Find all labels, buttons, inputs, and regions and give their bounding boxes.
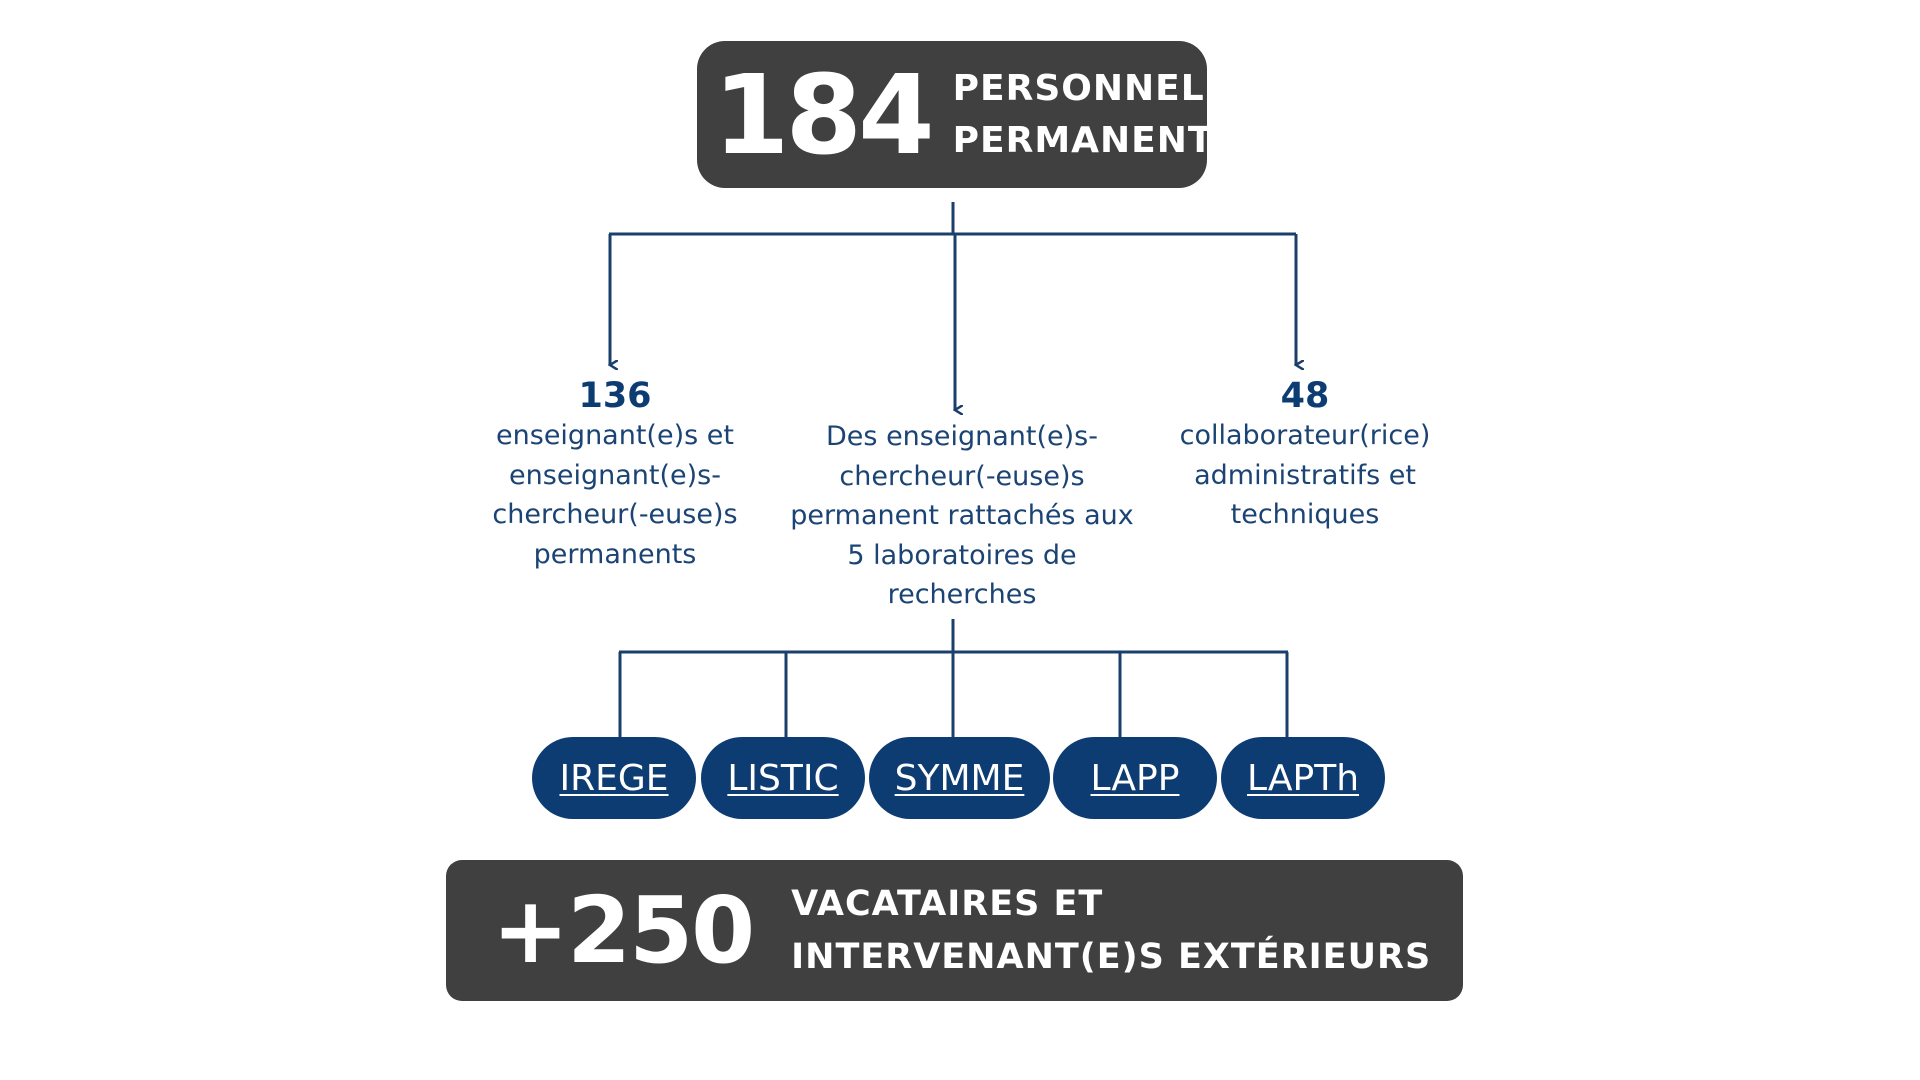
permanent-staff-label-line1: PERSONNELS xyxy=(952,67,1232,109)
lab-link-lapp[interactable]: LAPP xyxy=(1053,737,1217,819)
external-staff-box xyxy=(446,860,1463,1001)
teachers-count: 136 xyxy=(578,376,652,416)
lab-link-lapth[interactable]: LAPTh xyxy=(1221,737,1385,819)
external-staff-count: +250 xyxy=(492,876,754,984)
teachers-block xyxy=(470,376,760,574)
staff-block xyxy=(1155,376,1455,535)
lab-link-irege[interactable]: IREGE xyxy=(532,737,696,819)
external-staff-label xyxy=(791,878,1431,984)
researchers-block xyxy=(777,417,1147,615)
researchers-description: Des enseignant(e)s- chercheur(-euse)s permanent rattachés aux 5 laboratoires de recherches xyxy=(790,421,1134,610)
permanent-staff-label xyxy=(953,63,1241,167)
staff-description: collaborateur(rice) administratifs et techniques xyxy=(1179,420,1431,530)
permanent-staff-box xyxy=(697,41,1241,188)
external-staff-label-line2: INTERVENANT(E)S EXTÉRIEURS xyxy=(791,936,1432,977)
permanent-staff-count: 184 xyxy=(713,50,931,179)
lab-link-listic[interactable]: LISTIC xyxy=(701,737,865,819)
lab-link-symme[interactable]: SYMME xyxy=(869,737,1050,819)
permanent-staff-label-line2: PERMANENTS xyxy=(952,119,1241,161)
teachers-description: enseignant(e)s et enseignant(e)s- chercheur(-euse)s permanents xyxy=(492,420,738,570)
staff-count: 48 xyxy=(1280,376,1330,416)
external-staff-label-line1: VACATAIRES ET xyxy=(791,883,1104,924)
